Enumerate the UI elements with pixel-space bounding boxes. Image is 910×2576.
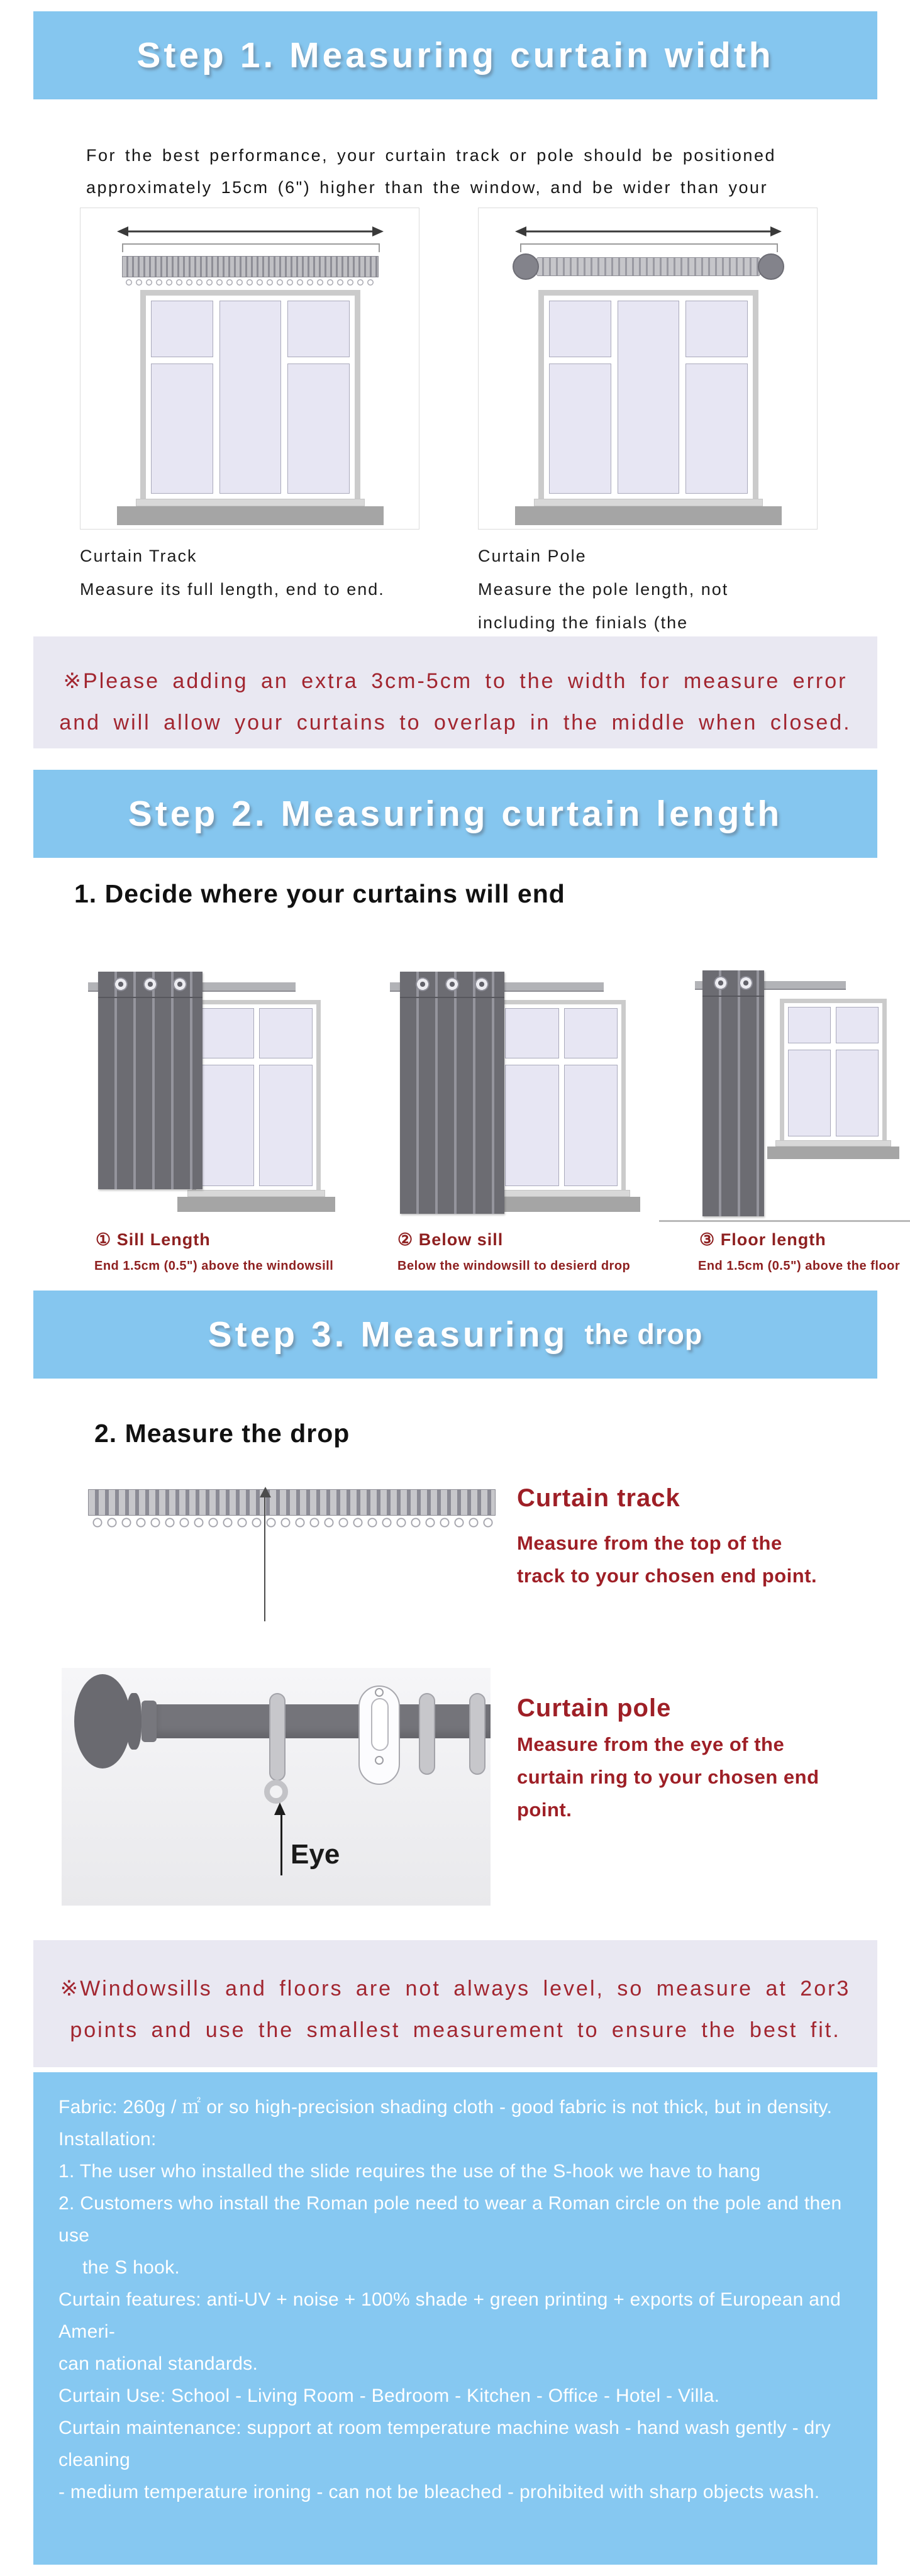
window-ledge <box>187 1190 325 1197</box>
grommet-icon <box>739 976 753 990</box>
window-pane <box>219 301 282 494</box>
details-line: the S hook. <box>82 2257 180 2278</box>
window-pane <box>259 1008 313 1058</box>
pole-drop-line2: curtain ring to your chosen end <box>517 1766 819 1788</box>
window-ledge <box>136 499 365 506</box>
details-line: 2. Customers who install the Roman pole need to wear a Roman circle on the pole and then use <box>58 2193 842 2246</box>
track-drop-title: Curtain track <box>517 1484 680 1512</box>
curtain-pole-diagram <box>478 208 818 530</box>
window-illustration <box>497 1000 626 1190</box>
measure-bracket <box>520 243 778 252</box>
window-pane <box>685 364 748 494</box>
curtain-floor-length <box>702 970 764 1216</box>
option2-label: ② Below sill <box>397 1230 504 1249</box>
width-measure-arrow-icon <box>515 225 782 238</box>
width-measure-note <box>33 636 877 748</box>
details-line: Curtain Use: School - Living Room - Bedroom - Kitchen - Office - Hotel - Villa. <box>58 2385 720 2406</box>
curtain-pole-graphic <box>536 257 760 276</box>
window-pane <box>287 364 350 494</box>
window-pane <box>200 1065 254 1186</box>
track-drop-line2: track to your chosen end point. <box>517 1565 818 1587</box>
details-line: - medium temperature ironing - can not be bleached - prohibited with sharp objects wash. <box>58 2482 820 2502</box>
details-line: 1. The user who installed the slide requires the use of the S-hook we have to hang <box>58 2161 761 2182</box>
window-ledge <box>775 1140 891 1146</box>
pole-drop-line1: Measure from the eye of the <box>517 1733 785 1755</box>
step2-heading: 1. Decide where your curtains will end <box>74 879 565 908</box>
note2-line2: points and use the smallest measurement to ensure the best fit. <box>70 2018 841 2042</box>
curtain-pole-photo <box>62 1668 491 1906</box>
curtain-ring <box>469 1693 486 1775</box>
pole-finial-left <box>513 253 539 280</box>
window-pane <box>564 1065 618 1186</box>
track-caption <box>80 540 385 606</box>
window-pane <box>549 364 611 494</box>
window-pane <box>151 364 213 494</box>
grommet-icon <box>114 977 128 991</box>
window-illustration <box>140 290 360 499</box>
step1-intro-line2: approximately 15cm (6") higher than the window, and be wider than your <box>86 178 769 197</box>
window-pane <box>287 301 350 357</box>
pole-caption <box>478 540 728 640</box>
track-drop-line1: Measure from the top of the <box>517 1532 782 1554</box>
option1-desc: End 1.5cm (0.5") above the windowsill <box>94 1259 334 1273</box>
window-pane <box>259 1065 313 1186</box>
pole-finial <box>74 1674 131 1768</box>
curtain-below-sill <box>400 972 504 1214</box>
width-measure-arrow-icon <box>117 225 384 238</box>
window-illustration <box>780 999 887 1140</box>
details-line: Curtain features: anti-UV + noise + 100% shade + green printing + exports of European and Ameri- <box>58 2289 841 2342</box>
window-pane <box>685 301 748 357</box>
step1-banner-title: Step 1. Measuring curtain width <box>136 35 774 75</box>
track-caption-title: Curtain Track <box>80 547 197 565</box>
step2-banner <box>33 770 877 858</box>
measure-bracket <box>122 243 380 252</box>
note1-line2: and will allow your curtains to overlap in the middle when closed. <box>59 711 852 735</box>
curtain-track-graphic <box>88 1489 496 1516</box>
drop-arrow-icon <box>260 1487 271 1497</box>
pole-bar <box>157 1704 491 1738</box>
window-pane <box>836 1007 879 1043</box>
window-pane <box>505 1008 559 1058</box>
drop-measure-line <box>264 1497 265 1621</box>
curtain-ring <box>419 1693 435 1775</box>
window-ledge <box>492 1190 630 1197</box>
grommet-icon <box>416 977 430 991</box>
window-pane <box>505 1065 559 1186</box>
details-line: Fabric: 260g / ㎡ or so high-precision shading cloth - good fabric is not thick, but in density. <box>58 2097 833 2118</box>
curtain-track-graphic <box>122 256 379 277</box>
window-pane <box>564 1008 618 1058</box>
ring-eye <box>264 1780 288 1804</box>
window-pane <box>788 1007 831 1043</box>
window-pane <box>200 1008 254 1058</box>
note2-line1: ※Windowsills and floors are not always level, so measure at 2or3 <box>60 1977 851 2001</box>
pole-drop-title: Curtain pole <box>517 1694 672 1722</box>
option3-label: ③ Floor length <box>699 1230 826 1249</box>
curtain-ring <box>269 1693 286 1781</box>
window-sill <box>515 506 782 525</box>
track-hooks <box>91 1516 493 1531</box>
track-drop-text <box>517 1527 817 1592</box>
window-sill <box>177 1197 335 1212</box>
track-caption-body: Measure its full length, end to end. <box>80 580 385 599</box>
pole-drop-text <box>517 1728 819 1826</box>
grommet-icon <box>143 977 157 991</box>
option2-desc: Below the windowsill to desierd drop <box>397 1259 631 1273</box>
window-illustration <box>192 1000 321 1190</box>
track-hooks <box>125 278 376 287</box>
step1-intro-line1: For the best performance, your curtain track or pole should be positioned <box>86 146 776 165</box>
bracket-screw <box>375 1688 384 1697</box>
step3-banner-title: Step 3. Measuring <box>208 1314 569 1355</box>
details-line: can national standards. <box>58 2353 258 2374</box>
grommet-icon <box>173 977 187 991</box>
bracket-screw <box>375 1756 384 1765</box>
step3-banner <box>33 1291 877 1379</box>
eye-arrow-icon <box>274 1802 286 1815</box>
option3-desc: End 1.5cm (0.5") above the floor <box>698 1259 901 1273</box>
step1-intro-paragraph <box>86 140 776 204</box>
step3-banner-subtitle: the drop <box>584 1318 703 1350</box>
window-pane <box>788 1050 831 1136</box>
pole-caption-line2: including the finials (the <box>478 613 689 632</box>
window-illustration <box>538 290 758 499</box>
grommet-icon <box>445 977 459 991</box>
window-pane <box>836 1050 879 1136</box>
window-pane <box>549 301 611 357</box>
pole-drop-line3: point. <box>517 1799 572 1821</box>
note1-line1: ※Please adding an extra 3cm-5cm to the width for measure error <box>63 669 848 693</box>
product-details-panel <box>33 2072 877 2565</box>
details-line: Curtain maintenance: support at room temperature machine wash - hand wash gently - dry cleaning <box>58 2418 831 2470</box>
step3-heading: 2. Measure the drop <box>94 1419 350 1448</box>
grommet-icon <box>714 976 728 990</box>
grommet-icon <box>475 977 489 991</box>
option1-label: ① Sill Length <box>96 1230 211 1249</box>
window-sill <box>117 506 384 525</box>
step1-banner <box>33 11 877 99</box>
details-line: Installation: <box>58 2129 157 2150</box>
curtain-sill-length <box>98 972 203 1189</box>
pole-finial-right <box>758 253 784 280</box>
drop-measure-note <box>33 1940 877 2067</box>
window-pane <box>618 301 680 494</box>
window-sill <box>482 1197 640 1212</box>
step2-banner-title: Step 2. Measuring curtain length <box>128 794 783 834</box>
window-sill <box>767 1146 899 1159</box>
curtain-track-diagram <box>80 208 419 530</box>
window-ledge <box>534 499 763 506</box>
pole-caption-title: Curtain Pole <box>478 547 587 565</box>
pole-caption-line1: Measure the pole length, not <box>478 580 729 599</box>
window-pane <box>151 301 213 357</box>
eye-label: Eye <box>291 1839 340 1870</box>
eye-arrow-line <box>280 1814 282 1875</box>
floor-line <box>659 1220 910 1222</box>
